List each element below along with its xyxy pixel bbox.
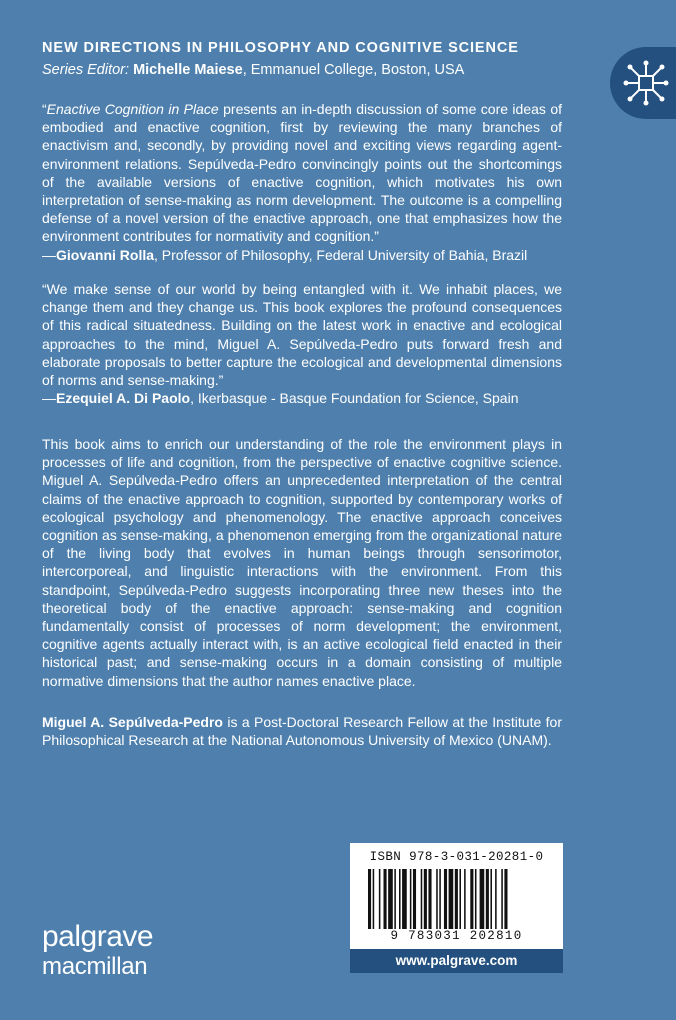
publisher-badge — [610, 47, 676, 119]
barcode-bar — [402, 869, 407, 929]
barcode-bar — [373, 869, 375, 929]
series-editor-label: Series Editor: — [42, 62, 130, 78]
quote-1-dash: — — [42, 246, 56, 263]
barcode-bar — [459, 869, 461, 929]
barcode-bar — [439, 869, 441, 929]
book-description: This book aims to enrich our understanding of the role the environment plays in processes of life and cognition, from the perspective of enactive cognitive science. Miguel A. Sepúlveda-Pedro offers an unprecedented interpretation of the central claims of the enactive approach to cognition, supported by contemporary works of ecological psychology and phenomenology. The enactive approach conceives cognition as sense-making, a phenomenon emerging from the organizational nature of the living body that evolves in human beings through sensorimotor, intercorporeal, and linguistic interactions with the environment. From this standpoint, Sepúlveda-Pedro suggests incorporating three new theses into the theoretical body of the enactive approach: sense-making and cognition fundamentally consist of processes of norm development; the environment, cognitive agents actually interact with, is an active ecological field enacted in their historical past; and sense-making occurs in a domain consisting of multiple normative dimensions that the author names enactive place. — [42, 436, 562, 689]
isbn-barcode-box — [350, 843, 563, 949]
barcode-bar — [495, 869, 497, 929]
series-editor-name: Michelle Maiese — [133, 62, 243, 78]
barcode-bar — [384, 869, 387, 929]
barcode-bar — [368, 869, 371, 929]
endorsement-quote-2 — [42, 280, 562, 407]
barcode-bar — [470, 869, 473, 929]
barcode-bar — [394, 869, 396, 929]
quote-2-author: Ezequiel A. Di Paolo — [56, 390, 191, 407]
barcode-bar — [410, 869, 412, 929]
barcode-bar — [449, 869, 454, 929]
publisher-website[interactable]: www.palgrave.com — [350, 949, 563, 973]
book-title: Enactive Cognition in Place — [46, 101, 219, 117]
barcode-bar — [421, 869, 423, 929]
quote-1-affiliation: , Professor of Philosophy, Federal University of Bahia, Brazil — [154, 246, 528, 263]
isbn-digits: 9 783031 202810 — [390, 929, 523, 943]
barcode-bar — [436, 869, 438, 929]
quote-2-dash: — — [42, 390, 56, 407]
quote-1-open-mark: “ — [42, 101, 47, 117]
barcode-bar — [501, 869, 503, 929]
publisher-logo-macmillan: macmillan — [42, 953, 148, 980]
quote-1-author: Giovanni Rolla — [56, 246, 155, 263]
barcode-bar — [475, 869, 477, 929]
quote-2-attribution — [42, 389, 562, 407]
author-bio — [42, 713, 562, 749]
barcode-bar — [464, 869, 466, 929]
isbn-label: ISBN 978-3-031-20281-0 — [369, 850, 544, 864]
barcode-bar — [444, 869, 447, 929]
author-name: Miguel A. Sepúlveda-Pedro — [42, 714, 223, 730]
series-title: NEW DIRECTIONS IN PHILOSOPHY AND COGNITIVE SCIENCE — [42, 40, 519, 56]
series-editor — [42, 62, 464, 78]
palgrave-network-icon — [622, 59, 670, 107]
barcode-bar — [428, 869, 431, 929]
endorsement-quote-1 — [42, 100, 562, 264]
author-bio-text: is a Post-Doctoral Research Fellow at the Institute for Philosophical Research at the National Autonomous University of Mexico (UNAM). — [42, 714, 562, 749]
barcode-bar — [490, 869, 492, 929]
barcode-bar — [480, 869, 485, 929]
barcode-bar — [424, 869, 427, 929]
quote-1-body — [42, 100, 562, 246]
barcode-bar — [399, 869, 401, 929]
publisher-logo-palgrave: palgrave — [42, 920, 154, 953]
barcode-bar — [379, 869, 381, 929]
barcode-bar — [504, 869, 507, 929]
barcode-bar — [486, 869, 489, 929]
quote-2-text: “We make sense of our world by being entangled with it. We inhabit places, we change them and they change us. This book explores the profound consequences of this radical situatedness. Building on the latest work in enactive and ecological approaches to the mind, Miguel A. Sepúlveda-Pedro puts forward fresh and elaborate proposals to better capture the ecological and developmental dimensions of norms and sense-making.” — [42, 281, 562, 389]
barcode-bar — [388, 869, 393, 929]
barcode-bar — [413, 869, 416, 929]
series-editor-affiliation: , Emmanuel College, Boston, USA — [242, 62, 465, 78]
quote-2-affiliation: , Ikerbasque - Basque Foundation for Science, Spain — [190, 390, 519, 407]
quote-1-text: presents an in-depth discussion of some core ideas of embodied and enactive cognition, first by reviewing the many branches of enactivism and, secondly, by providing novel and exciting views regarding agent-environment relations. Sepúlveda-Pedro convincingly points out the shortcomings of the available versions of enactive cognition, which motivates his own interpretation of sense-making as norm development. The outcome is a compelling defense of a novel version of the enactive approach, one that emphasizes how the environment contributes for normativity and cognition.” — [42, 101, 562, 245]
quote-1-attribution — [42, 246, 562, 264]
barcode-icon — [368, 869, 545, 929]
barcode-bar — [455, 869, 458, 929]
